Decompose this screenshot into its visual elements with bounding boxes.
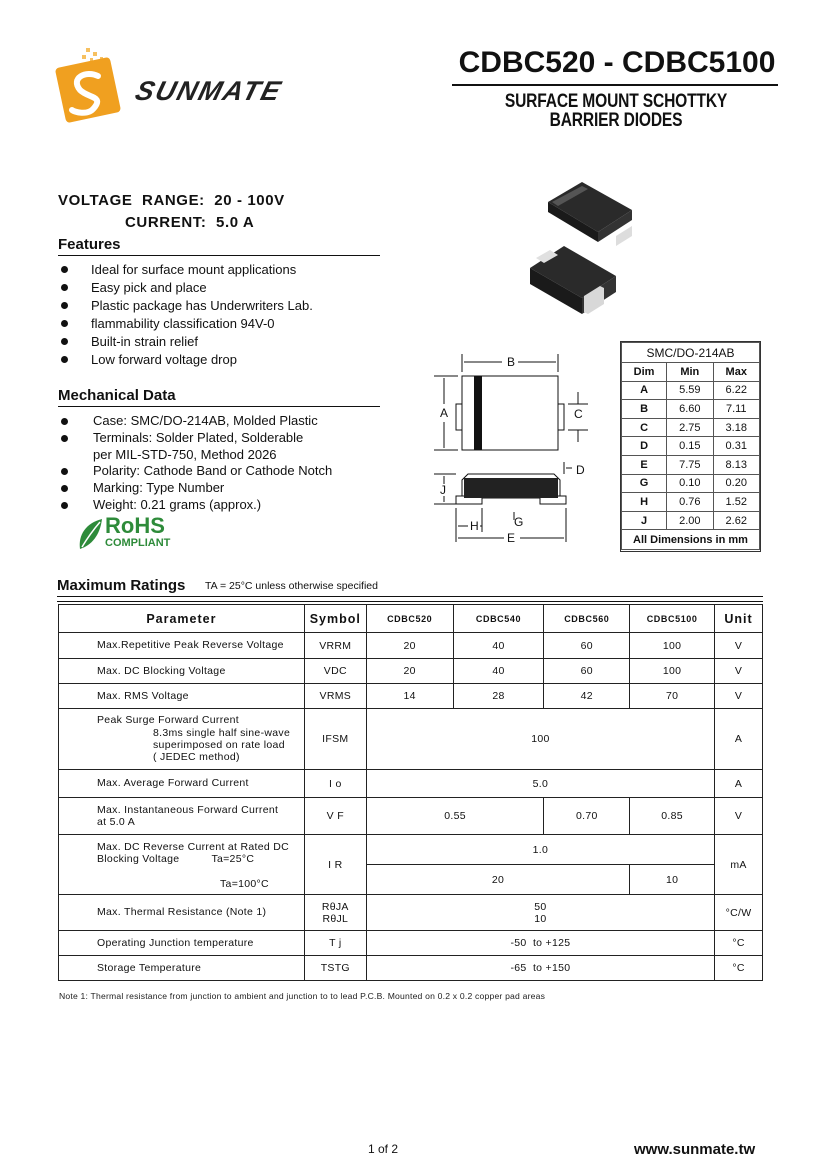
value-cell: 0.55 [366,798,544,835]
rohs-text: RoHS [105,513,165,538]
dim-label-e: E [507,531,516,545]
table-row [622,455,760,474]
max-ratings-condition: TA = 25°C unless otherwise specified [205,580,378,592]
dim-cell: 8.13 [713,455,760,474]
dim-cell: 0.20 [713,474,760,493]
dim-cell: A [622,381,667,400]
table-row [59,798,763,835]
features-heading: Features [58,237,380,256]
unit-cell: A [715,770,763,798]
features-list [58,261,313,369]
dim-label-a: A [440,406,449,420]
max-ratings-title: Maximum Ratings [57,577,186,594]
dim-label-b: B [507,355,516,369]
dim-label-j: J [440,483,446,497]
table-row [59,770,763,798]
unit-cell: °C [715,931,763,956]
param-line [97,853,304,865]
mechanical-heading: Mechanical Data [58,388,380,407]
col-header-unit: Unit [715,605,763,633]
col-header-cdbc5100: CDBC5100 [630,605,715,633]
symbol-cell: I R [304,835,366,895]
col-header-symbol: Symbol [304,605,366,633]
symbol-cell: VRRM [304,633,366,659]
table-header-row [59,605,763,633]
value-line: 50 [534,900,547,913]
param-line: 8.3ms single half sine-wave [153,726,291,739]
dim-cell: 3.18 [713,418,760,437]
dim-table-footer: All Dimensions in mm [622,530,760,550]
list-item: Easy pick and place [58,279,313,297]
voltage-range: VOLTAGE RANGE: 20 - 100V [58,192,285,209]
value-cell: 28 [453,684,544,709]
list-item: Case: SMC/DO-214AB, Molded Plastic [58,413,332,430]
table-row [59,931,763,956]
dim-label-g: G [514,515,524,529]
current-rating: CURRENT: 5.0 A [125,214,255,231]
page-number: 1 of 2 [368,1142,399,1156]
list-item: Polarity: Cathode Band or Cathode Notch [58,463,332,480]
dim-cell: 2.00 [667,511,713,530]
leaf-icon [76,517,104,551]
value-cell [366,895,714,931]
value-cell: 60 [544,633,630,659]
value-cell: 100 [366,709,714,770]
value-cell: 20 [366,865,629,895]
temp-condition: Ta=100°C [220,877,269,890]
dim-header: Dim [622,363,667,382]
value-cell: -65 to +150 [366,956,714,981]
dim-cell: 2.75 [667,418,713,437]
dim-cell: 6.22 [713,381,760,400]
package-top [548,182,632,246]
value-cell: 20 [366,659,453,684]
list-item: Built-in strain relief [58,333,313,351]
value-cell: 100 [630,633,715,659]
dim-header: Max [713,363,760,382]
list-item: flammability classification 94V-0 [58,315,313,333]
value-cell: 10 [630,865,715,895]
unit-cell: V [715,633,763,659]
package-photo [520,180,648,318]
dim-label-c: C [574,407,583,421]
table-row [622,418,760,437]
param-cell [59,798,305,835]
dim-cell: 7.75 [667,455,713,474]
value-cell: 0.70 [544,798,630,835]
col-header-cdbc560: CDBC560 [544,605,630,633]
unit-cell: mA [715,835,763,895]
value-cell: 70 [630,684,715,709]
symbol-cell: TSTG [304,956,366,981]
param-cell: Storage Temperature [59,956,305,981]
symbol-line: RθJL [322,912,349,925]
symbol-cell: IFSM [304,709,366,770]
sunmate-logo-icon [46,46,138,130]
dim-cell: 5.59 [667,381,713,400]
dim-cell: 0.15 [667,437,713,456]
rohs-badge [76,515,186,553]
symbol-line: RθJA [321,900,349,913]
table-row [622,437,760,456]
max-ratings-table [58,604,763,981]
dim-header: Min [667,363,713,382]
value-cell: 60 [544,659,630,684]
param-line: Max. Instantaneous Forward Current [97,803,279,816]
param-cell: Operating Junction temperature [59,931,305,956]
cathode-band [474,376,482,450]
param-line: ( JEDEC method) [153,751,240,764]
list-item [58,447,332,464]
param-cell: Max. Thermal Resistance (Note 1) [59,895,305,931]
mechanical-list [58,413,332,514]
list-item: Ideal for surface mount applications [58,261,313,279]
table-row [59,684,763,709]
table-row [59,835,763,865]
unit-cell: °C/W [715,895,763,931]
table-row [622,511,760,530]
param-line: superimposed on rate load [153,739,285,751]
col-header-cdbc540: CDBC540 [453,605,544,633]
temp-condition: Ta=25°C [211,853,255,866]
value-cell: 40 [453,633,544,659]
side-body [464,478,558,498]
symbol-cell [304,895,366,931]
symbol-cell: I o [304,770,366,798]
param-cell: Max. RMS Voltage [59,684,305,709]
table-row [622,400,760,419]
value-cell: 14 [366,684,453,709]
package-bottom [530,246,616,314]
table-row [59,633,763,659]
dim-cell: 6.60 [667,400,713,419]
value-line: 10 [534,912,547,925]
table-row [622,474,760,493]
title-rule [452,84,778,86]
dim-cell: G [622,474,667,493]
value-cell: 0.85 [630,798,715,835]
param-line: at 5.0 A [97,816,136,828]
section-rule [57,596,763,597]
dim-label-h: H [470,519,479,533]
dim-cell: 2.62 [713,511,760,530]
dim-cell: 0.31 [713,437,760,456]
dim-cell: 1.52 [713,493,760,512]
dim-cell: D [622,437,667,456]
dimension-table [621,342,760,550]
col-header-parameter: Parameter [59,605,305,633]
dim-cell: J [622,511,667,530]
dim-table-title: SMC/DO-214AB [622,343,760,363]
value-cell: 100 [630,659,715,684]
param-line: Max. DC Reverse Current at Rated DC [97,841,289,853]
param-line-text: Blocking Voltage [97,853,180,866]
value-cell: 20 [366,633,453,659]
table-row [59,709,763,770]
dimension-drawing [428,348,598,548]
table-row [622,493,760,512]
brand-wordmark: SUNMATE [132,76,286,106]
value-cell: 1.0 [366,835,714,865]
rohs-compliant: COMPLIANT [105,537,171,549]
dim-cell: 0.76 [667,493,713,512]
page-subtitle: SURFACE MOUNT SCHOTTKY BARRIER DIODES [504,91,728,131]
value-cell: 40 [453,659,544,684]
list-item: Plastic package has Underwriters Lab. [58,297,313,315]
unit-cell: °C [715,956,763,981]
dim-cell: B [622,400,667,419]
list-item: Weight: 0.21 grams (approx.) [58,497,332,514]
param-cell: Max. DC Blocking Voltage [59,659,305,684]
unit-cell: A [715,709,763,770]
unit-cell: V [715,798,763,835]
dim-cell: 0.10 [667,474,713,493]
symbol-cell: T j [304,931,366,956]
page-title: CDBC520 - CDBC5100 [458,46,776,79]
param-cell: Max.Repetitive Peak Reverse Voltage [59,633,305,659]
table-row [59,956,763,981]
list-item: Low forward voltage drop [58,351,313,369]
list-item: Terminals: Solder Plated, Solderable [58,430,332,447]
value-cell: 5.0 [366,770,714,798]
symbol-cell: V F [304,798,366,835]
footnote: Note 1: Thermal resistance from junction to ambient and junction to to lead P.C.B. Mounted on 0.2 x 0.2 copper pad areas [59,991,546,1001]
unit-cell: V [715,659,763,684]
dim-cell: H [622,493,667,512]
section-rule [57,601,763,602]
param-line: Peak Surge Forward Current [97,714,240,727]
col-header-cdbc520: CDBC520 [366,605,453,633]
table-row [59,895,763,931]
value-cell: -50 to +125 [366,931,714,956]
symbol-cell: VRMS [304,684,366,709]
list-item: Marking: Type Number [58,480,332,497]
unit-cell: V [715,684,763,709]
param-cell [59,835,305,895]
dim-label-d: D [576,463,585,477]
symbol-cell: VDC [304,659,366,684]
dim-cell: 7.11 [713,400,760,419]
table-row [59,659,763,684]
list-item-continuation: per MIL-STD-750, Method 2026 [93,446,277,462]
param-cell: Max. Average Forward Current [59,770,305,798]
dim-cell: C [622,418,667,437]
table-row [622,381,760,400]
param-cell [59,709,305,770]
value-cell: 42 [544,684,630,709]
dim-cell: E [622,455,667,474]
website-link[interactable]: www.sunmate.tw [634,1141,756,1158]
